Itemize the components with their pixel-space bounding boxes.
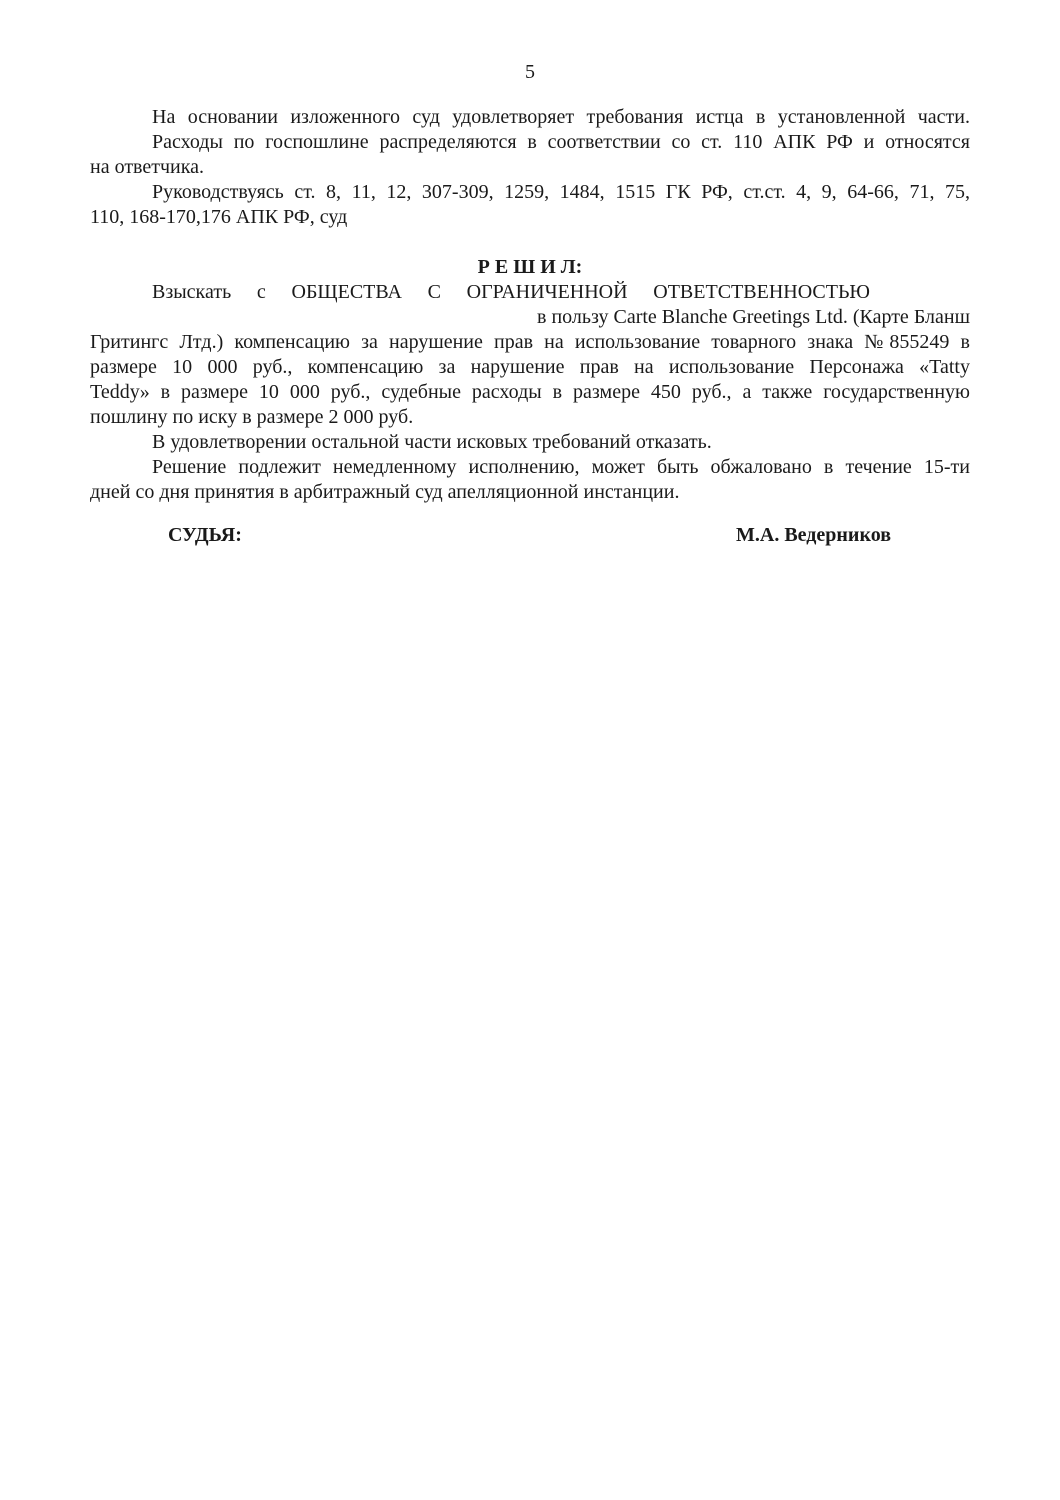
ruling-line-4: размере 10 000 руб., компенсацию за нарушение прав на использование Персонажа «Tatty [90, 356, 970, 378]
page-number: 5 [525, 61, 535, 83]
document-body [90, 0, 970, 548]
para-enforcement-line-1: Решение подлежит немедленному исполнению, может быть обжаловано в течение 15-ти [152, 456, 970, 478]
para-basis-line: На основании изложенного суд удовлетворяет требования истца в установленной части. [152, 106, 970, 128]
para-costs-line-2: на ответчика. [90, 156, 205, 178]
ruling-line-5: Teddy» в размере 10 000 руб., судебные расходы в размере 450 руб., а также государственную [90, 381, 970, 403]
signature-row [90, 523, 970, 548]
para-guided-line-2: 110, 168-170,176 АПК РФ, суд [90, 206, 348, 228]
para-enforcement-line-2: дней со дня принятия в арбитражный суд апелляционной инстанции. [90, 481, 680, 503]
judge-label: СУДЬЯ: [168, 524, 242, 546]
ruling-line-1: Взыскать с ОБЩЕСТВА С ОГРАНИЧЕННОЙ ОТВЕТСТВЕННОСТЬЮ [152, 281, 870, 303]
para-costs-line-1: Расходы по госпошлине распределяются в соответствии со ст. 110 АПК РФ и относятся [152, 131, 970, 153]
ruling-line-3: Гритингс Лтд.) компенсацию за нарушение прав на использование товарного знака №855249 в [90, 331, 970, 353]
ruling-line-6: пошлину по иску в размере 2 000 руб. [90, 406, 414, 428]
para-dismiss-line: В удовлетворении остальной части исковых требований отказать. [152, 431, 712, 453]
judge-name: М.А. Ведерников [736, 524, 891, 546]
para-guided-line-1: Руководствуясь ст. 8, 11, 12, 307-309, 1259, 1484, 1515 ГК РФ, ст.ст. 4, 9, 64-66, 71, 75, [152, 181, 970, 203]
ruling-heading: Р Е Ш И Л: [477, 256, 583, 278]
ruling-line-2: в пользу Carte Blanche Greetings Ltd. (Карте Бланш [537, 306, 970, 328]
